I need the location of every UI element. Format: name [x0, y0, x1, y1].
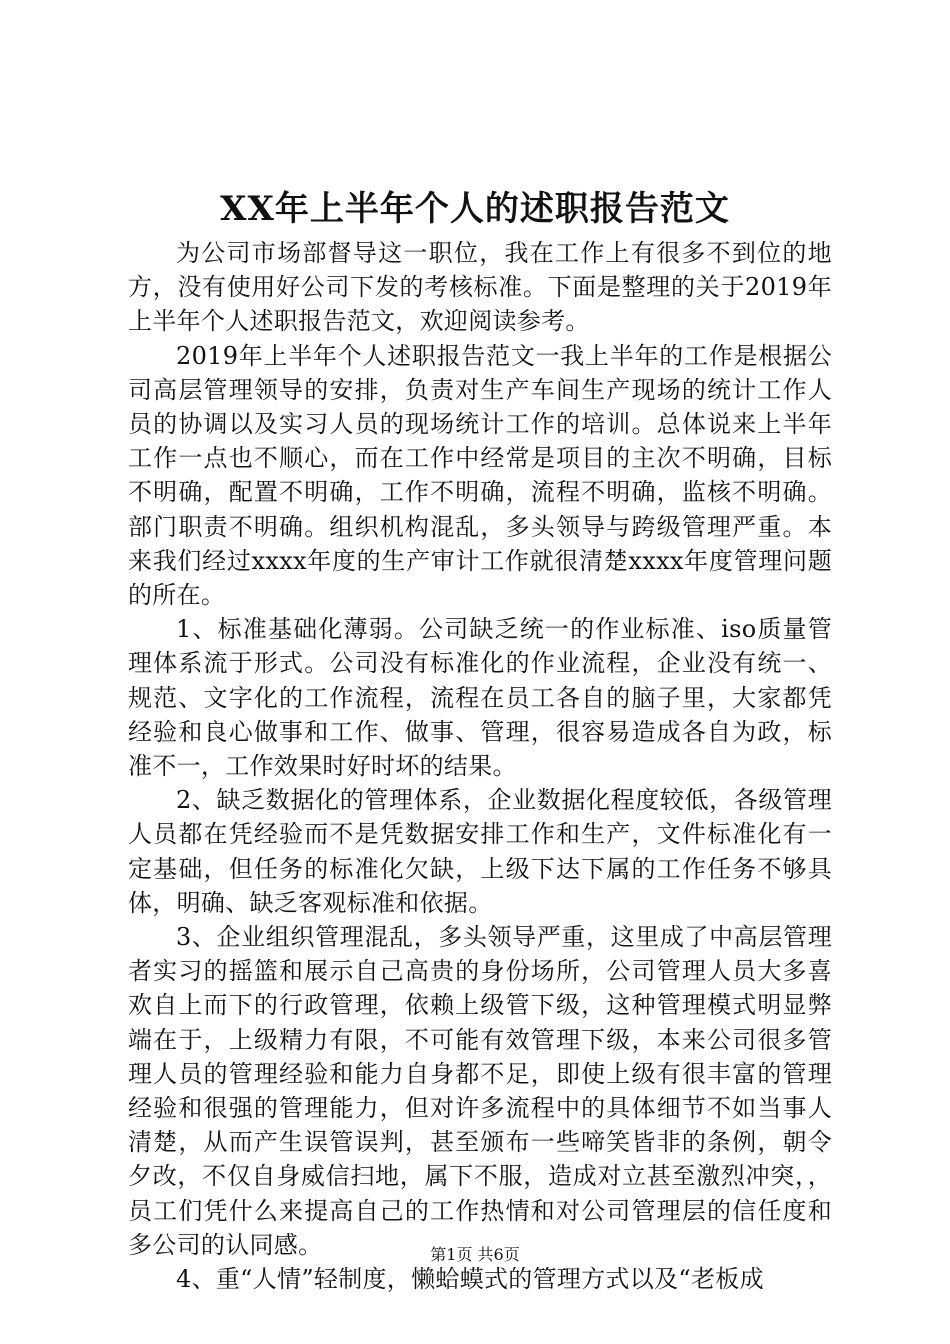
paragraph-item-2: 2、缺乏数据化的管理体系，企业数据化程度较低，各级管理人员都在凭经验而不是凭数据安排工作和生产，文件标准化有一定基础，但任务的标准化欠缺，上级下达下属的工作任务不够具体，明确、缺乏客观标准和依据。 [128, 786, 832, 917]
paragraph-item-1: 1、标准基础化薄弱。公司缺乏统一的作业标准、iso质量管理体系流于形式。公司没有标准化的作业流程，企业没有统一、规范、文字化的工作流程，流程在员工各自的脑子里，大家都凭经验和良心做事和工作、做事、管理，很容易造成各自为政，标准不一，工作效果时好时坏的结果。 [128, 615, 832, 781]
paragraph-item-3: 3、企业组织管理混乱，多头领导严重，这里成了中高层管理者实习的摇篮和展示自己高贵的身份场所，公司管理人员大多喜欢自上而下的行政管理，依赖上级管下级，这种管理模式明显弊端在于，上级精力有限，不可能有效管理下级，本来公司很多管理人员的管理经验和能力自身都不足，即使上级有很丰富的管理经验和很强的管理能力，但对许多流程中的具体细节不如当事人清楚，从而产生误管误判，甚至颁布一些啼笑皆非的条例，朝令夕改，不仅自身威信扫地，属下不服，造成对立甚至激烈冲突，，员工们凭什么来提高自己的工作热情和对公司管理层的信任度和多公司的认同感。 [128, 923, 832, 1259]
document-body [128, 236, 832, 1296]
paragraph-intro: 为公司市场部督导这一职位，我在工作上有很多不到位的地方，没有使用好公司下发的考核标准。下面是整理的关于2019年上半年个人述职报告范文，欢迎阅读参考。 [128, 239, 832, 336]
paragraph-item-4: 4、重“人情”轻制度，懒蛤蟆式的管理方式以及“老板成 [176, 1265, 764, 1294]
document-title: XX年上半年个人的述职报告范文 [220, 189, 730, 229]
paragraph-overview: 2019年上半年个人述职报告范文一我上半年的工作是根据公司高层管理领导的安排，负责对生产车间生产现场的统计工作人员的协调以及实习人员的现场统计工作的培训。总体说来上半年工作一点也不顺心，而在工作中经常是项目的主次不明确，目标不明确，配置不明确，工作不明确，流程不明确，监核不明确。部门职责不明确。组织机构混乱，多头领导与跨级管理严重。本来我们经过xxxx年度的生产审计工作就很清楚xxxx年度管理问题的所在。 [128, 341, 832, 610]
page-number-footer: 第1页 共6页 [430, 1245, 520, 1264]
